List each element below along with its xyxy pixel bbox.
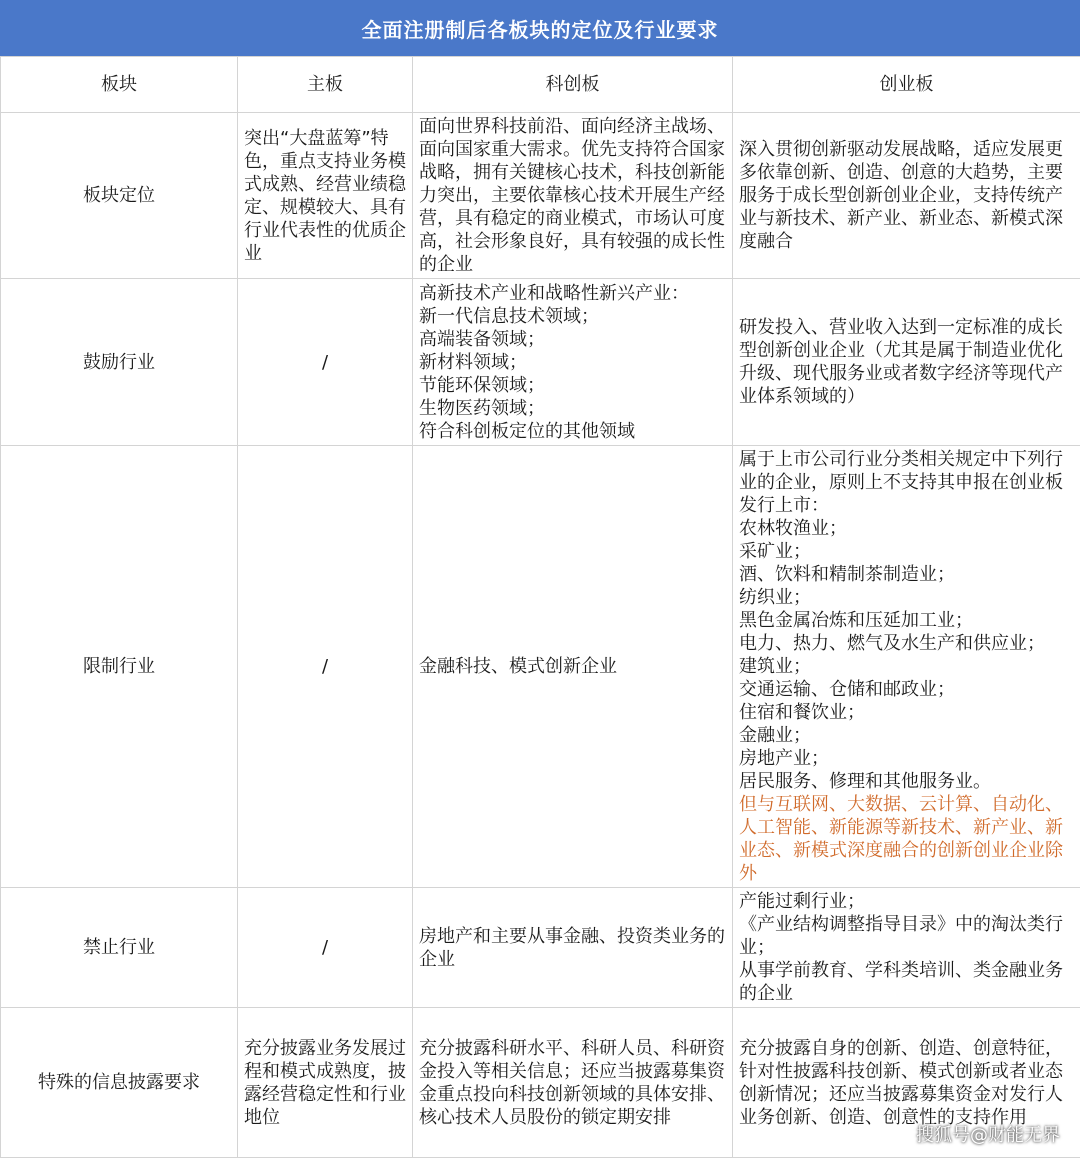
cell-gem	[733, 888, 1080, 1008]
header-main-board: 主板	[238, 57, 413, 113]
list-item: 《产业结构调整指导目录》中的淘汰类行业；	[739, 913, 1074, 959]
table-row	[1, 113, 1080, 279]
list-item: 高端装备领域；	[419, 328, 726, 351]
cell-gem: 充分披露自身的创新、创造、创意特征，针对性披露科技创新、模式创新或者业态创新情况；还应当披露募集资金对发行人业务创新、创造、创意性的支持作用	[733, 1008, 1080, 1158]
cell-main-board: 充分披露业务发展过程和模式成熟度，披露经营稳定性和行业地位	[238, 1008, 413, 1158]
list-item: 纺织业；	[739, 586, 1074, 609]
list-item: 产能过剩行业；	[739, 890, 1074, 913]
row-label: 鼓励行业	[1, 279, 238, 446]
cell-star-market: 房地产和主要从事金融、投资类业务的企业	[413, 888, 733, 1008]
header-row	[1, 57, 1080, 113]
row-label: 禁止行业	[1, 888, 238, 1008]
watermark: 搜狐号@财能无界	[916, 1121, 1060, 1147]
table-row	[1, 279, 1080, 446]
header-gem: 创业板	[733, 57, 1080, 113]
cell-gem: 深入贯彻创新驱动发展战略，适应发展更多依靠创新、创造、创意的大趋势，主要服务于成长型创新创业企业，支持传统产业与新技术、新产业、新业态、新模式深度融合	[733, 113, 1080, 279]
list-item: 从事学前教育、学科类培训、类金融业务的企业	[739, 959, 1074, 1005]
table-title: 全面注册制后各板块的定位及行业要求	[0, 0, 1080, 56]
table-row	[1, 446, 1080, 888]
cell-star-market: 面向世界科技前沿、面向经济主战场、面向国家重大需求。优先支持符合国家战略，拥有关键核心技术，科技创新能力突出，主要依靠核心技术开展生产经营，具有稳定的商业模式，市场认可度高，社会形象良好，具有较强的成长性的企业	[413, 113, 733, 279]
list-item: 住宿和餐饮业；	[739, 701, 1074, 724]
cell-main-board: /	[238, 279, 413, 446]
cell-gem	[733, 446, 1080, 888]
list-item: 建筑业；	[739, 655, 1074, 678]
row-label: 板块定位	[1, 113, 238, 279]
list-item: 居民服务、修理和其他服务业。	[739, 770, 1074, 793]
table-row	[1, 888, 1080, 1008]
list-item: 黑色金属冶炼和压延加工业；	[739, 609, 1074, 632]
list-item: 生物医药领域；	[419, 397, 726, 420]
list-item: 新材料领域；	[419, 351, 726, 374]
list-item: 农林牧渔业；	[739, 517, 1074, 540]
cell-star-market	[413, 279, 733, 446]
list-item: 采矿业；	[739, 540, 1074, 563]
list-item: 酒、饮料和精制茶制造业；	[739, 563, 1074, 586]
list-item: 电力、热力、燃气及水生产和供应业；	[739, 632, 1074, 655]
row-label: 特殊的信息披露要求	[1, 1008, 238, 1158]
cell-main-board: /	[238, 446, 413, 888]
list-item: 符合科创板定位的其他领域	[419, 420, 726, 443]
row-label: 限制行业	[1, 446, 238, 888]
list-item: 新一代信息技术领域；	[419, 305, 726, 328]
list-item: 高新技术产业和战略性新兴产业：	[419, 282, 726, 305]
cell-star-market: 充分披露科研水平、科研人员、科研资金投入等相关信息；还应当披露募集资金重点投向科技创新领域的具体安排、核心技术人员股份的锁定期安排	[413, 1008, 733, 1158]
list-item: 房地产业；	[739, 747, 1074, 770]
gem-intro: 属于上市公司行业分类相关规定中下列行业的企业，原则上不支持其申报在创业板发行上市：	[739, 448, 1074, 517]
exception-note: 但与互联网、大数据、云计算、自动化、人工智能、新能源等新技术、新产业、新业态、新模式深度融合的创新创业企业除外	[739, 793, 1074, 885]
board-comparison-table	[0, 56, 1080, 1158]
cell-star-market: 金融科技、模式创新企业	[413, 446, 733, 888]
list-item: 金融业；	[739, 724, 1074, 747]
cell-gem: 研发投入、营业收入达到一定标准的成长型创新创业企业（尤其是属于制造业优化升级、现代服务业或者数字经济等现代产业体系领域的）	[733, 279, 1080, 446]
cell-main-board: /	[238, 888, 413, 1008]
cell-main-board: 突出“大盘蓝筹”特色，重点支持业务模式成熟、经营业绩稳定、规模较大、具有行业代表性的优质企业	[238, 113, 413, 279]
list-item: 交通运输、仓储和邮政业；	[739, 678, 1074, 701]
list-item: 节能环保领域；	[419, 374, 726, 397]
header-board: 板块	[1, 57, 238, 113]
header-star-market: 科创板	[413, 57, 733, 113]
